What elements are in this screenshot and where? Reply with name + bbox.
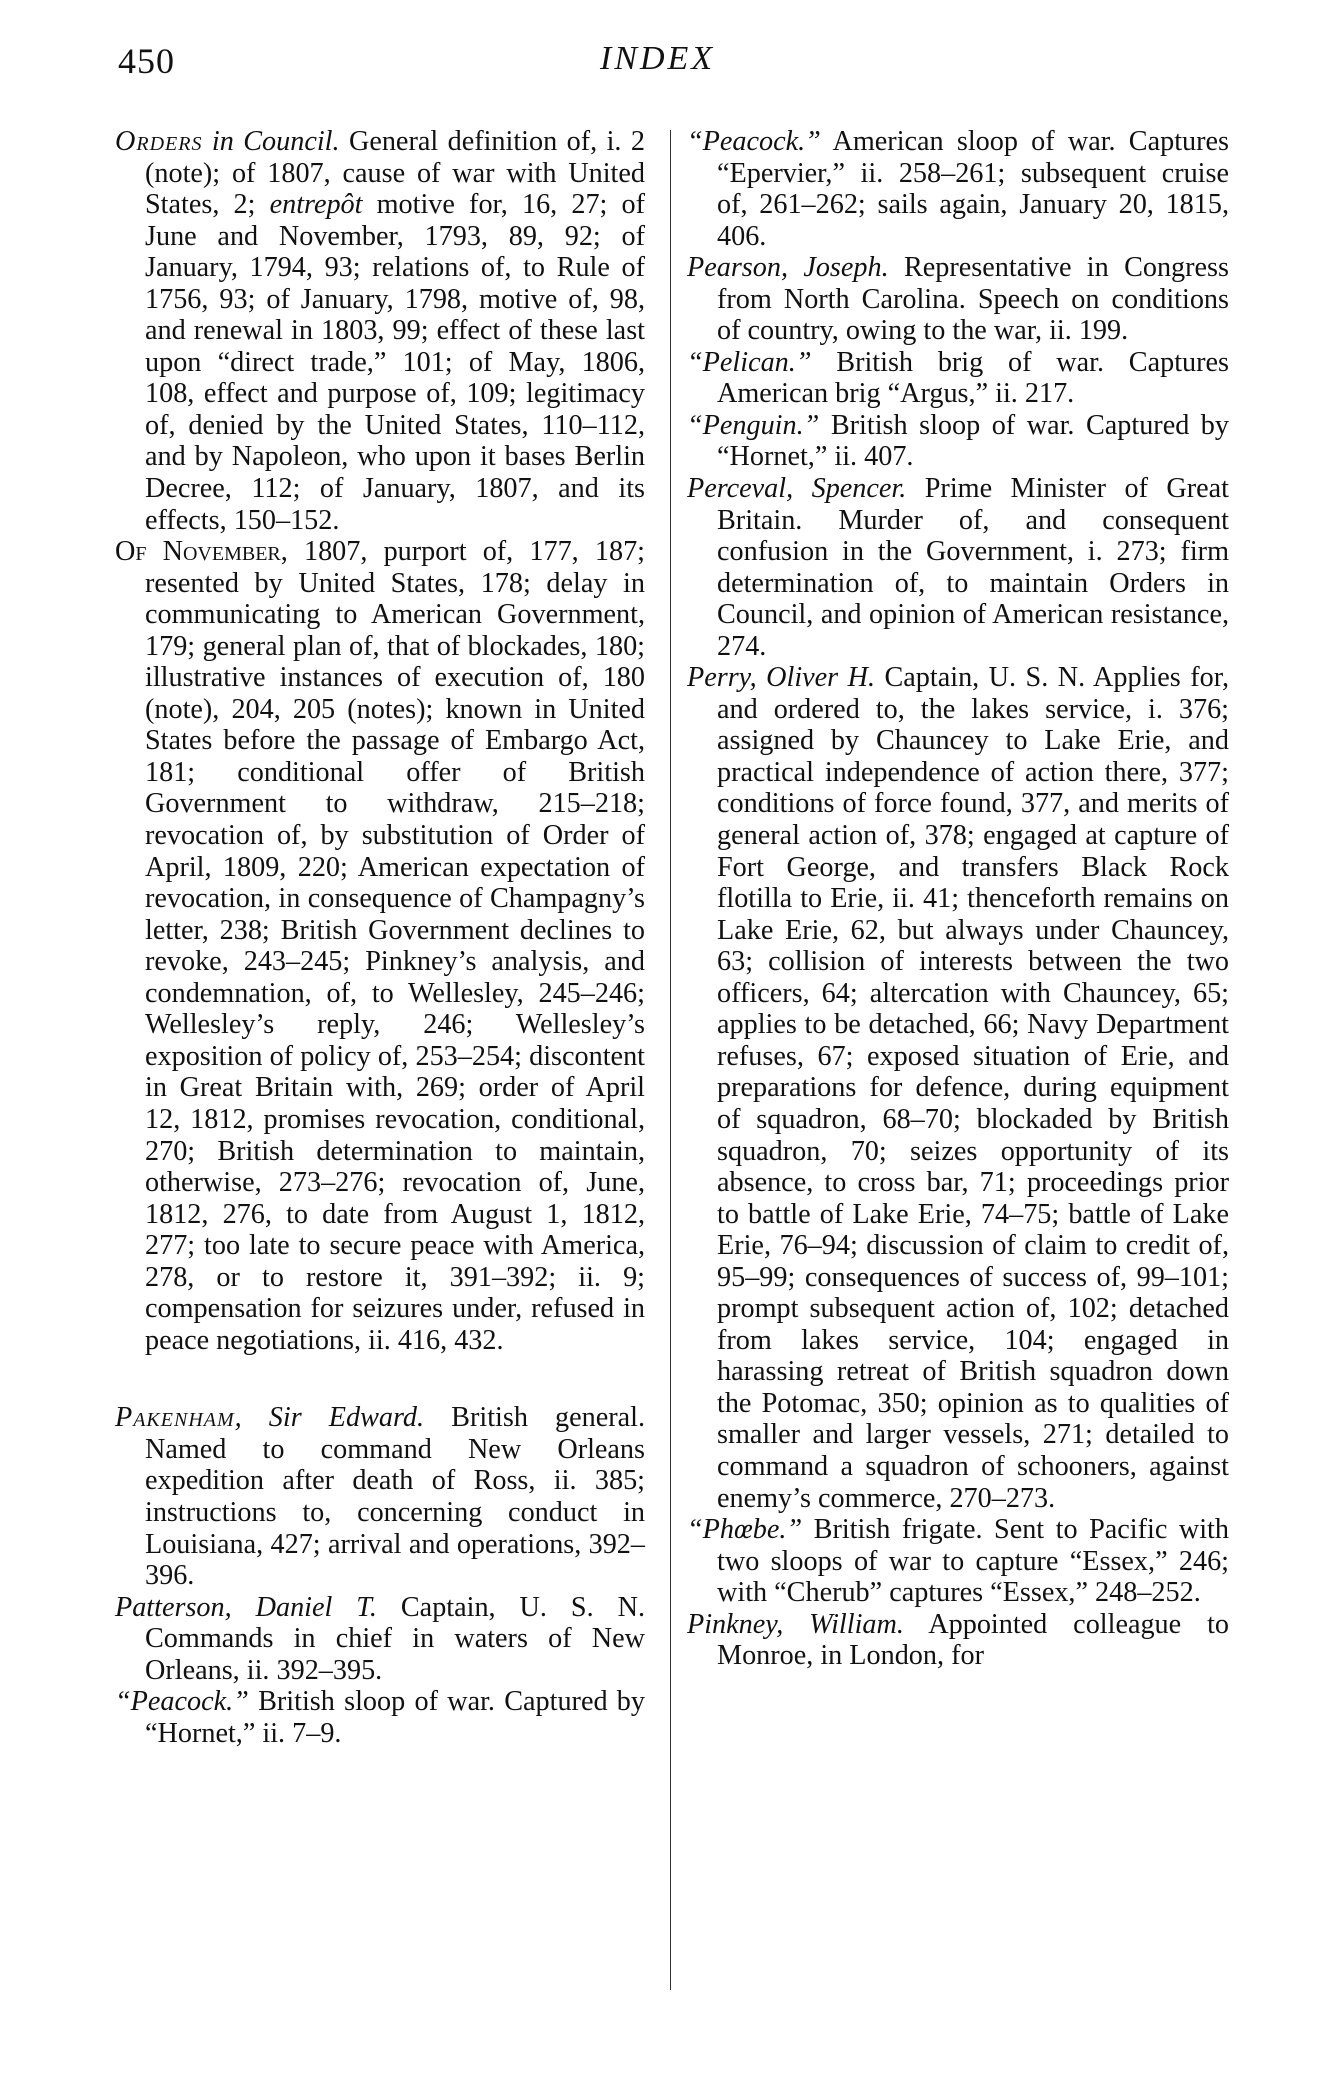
index-entry-peacock-british xyxy=(115,1686,645,1749)
index-entry-orders xyxy=(115,126,645,536)
entry-text: British general. Named to command New Orleans expedition after death of Ross, ii. 385; instructions to, concerning conduct in Louisiana, 427; arrival and operations, 392–396. xyxy=(145,1402,646,1592)
entry-text: British frigate. Sent to Pacific with two sloops of war to capture “Essex,” 246; with “Cherub” captures “Essex,” 248–252. xyxy=(717,1514,1229,1609)
entry-text: Prime Minister of Great Britain. Murder of, and consequent confusion in the Government, i. 273; firm determination of, to maintain Orders in Council, and opinion of American resistance, 274. xyxy=(717,473,1229,662)
headword-peacock: “Peacock.” xyxy=(115,1686,249,1718)
page-title: INDEX xyxy=(600,40,716,77)
entry-text: Captain, U. S. N. Applies for, and ordered to, the lakes service, i. 376; assigned by Chauncey to Lake Erie, and practical independence of action there, 377; conditions of force found, 377, and merits of general action of, 378; engaged at capture of Fort George, and transfers Black Rock flotilla to Erie, ii. 41; thenceforth remains on Lake Erie, 62, but always under Chauncey, 63; collision of interests between the two officers, 64; altercation with Chauncey, 65; applies to be detached, 66; Navy Department refuses, 67; exposed situation of Erie, and preparations for defence, during equipment of squadron, 68–70; blockaded by British squadron, 70; seizes opportunity of its absence, to cross bar, 71; proceedings prior to battle of Lake Erie, 74–75; battle of Lake Erie, 76–94; discussion of claim to credit of, 95–99; consequences of success of, 99–101; prompt subsequent action of, 102; detached from lakes service, 104; engaged in harassing retreat of British squadron down the Potomac, 350; opinion as to qualities of smaller and larger vessels, 271; detailed to command a squadron of schooners, against enemy’s commerce, 270–273. xyxy=(717,662,1229,1514)
entry-text: British sloop of war. Captured by “Hornet,” ii. 7–9. xyxy=(145,1686,645,1749)
entry-text: Appointed colleague to Monroe, in London, for xyxy=(717,1608,1229,1672)
entry-italic-term: entrepôt xyxy=(269,189,363,221)
index-entry-pelican xyxy=(687,347,1229,410)
headword-patterson: Patterson, Daniel T. xyxy=(115,1591,377,1623)
entry-text: Captain, U. S. N. Commands in chief in waters of New Orleans, ii. 392–395. xyxy=(145,1591,645,1686)
entry-text: American sloop of war. Captures “Epervier,” ii. 258–261; subsequent cruise of, 261–262; sails again, January 20, 1815, 406. xyxy=(717,126,1229,252)
index-entry-pearson xyxy=(687,252,1229,347)
headword-pakenham: Pakenham xyxy=(115,1402,235,1434)
index-entry-pinkney xyxy=(687,1609,1229,1672)
headword-penguin: “Penguin.” xyxy=(687,409,820,441)
headword-pelican: “Pelican.” xyxy=(687,346,812,378)
headword-phoebe: “Phœbe.” xyxy=(687,1514,803,1546)
index-subentry-of-november xyxy=(115,536,645,1356)
headword-pinkney: Pinkney, William. xyxy=(687,1608,904,1640)
headword-orders-tail: in Council. xyxy=(202,126,340,157)
headword-pakenham-name: , Sir Edward. xyxy=(234,1402,425,1434)
entry-text: British sloop of war. Captured by “Hornet,” ii. 407. xyxy=(717,409,1229,473)
index-entry-patterson xyxy=(115,1592,645,1687)
right-column xyxy=(687,126,1229,1672)
entry-text: British brig of war. Captures American brig “Argus,” ii. 217. xyxy=(717,346,1229,410)
entry-text: motive for, 16, 27; of June and November, 1793, 89, 92; of January, 1794, 93; relations of, to Rule of 1756, 93; of January, 1798, motive of, 98, and renewal in 1803, 99; effect of these last upon “direct trade,” 101; of May, 1806, 108, effect and purpose of, 109; legitimacy of, denied by the United States, 110–112, and by Napoleon, who upon it bases Berlin Decree, 112; of January, 1807, and its effects, 150–152. xyxy=(145,189,645,536)
index-entry-perry xyxy=(687,662,1229,1514)
column-divider xyxy=(670,130,671,1990)
headword-orders: Orders xyxy=(115,126,203,157)
index-entry-perceval xyxy=(687,473,1229,662)
section-gap xyxy=(115,1356,645,1402)
headword-perry: Perry, Oliver H. xyxy=(687,662,876,694)
index-entry-phoebe xyxy=(687,1514,1229,1609)
headword-perceval: Perceval, Spencer. xyxy=(687,473,907,505)
entry-text: , 1807, purport of, 177, 187; resented by United States, 178; delay in communicating to American Government, 179; general plan of, that of blockades, 180; illustrative instances of execution of, 180 (note), 204, 205 (notes); known in United States before the passage of Embargo Act, 181; conditional offer of British Government to withdraw, 215–218; revocation of, by substitution of Order of April, 1809, 220; American expectation of revocation, in consequence of Champagny’s letter, 238; British Government declines to revoke, 243–245; Pinkney’s analysis, and condemnation, of, to Wellesley, 245–246; Wellesley’s reply, 246; Wellesley’s exposition of policy of, 253–254; discontent in Great Britain with, 269; order of April 12, 1812, promises revocation, conditional, 270; British determination to maintain, otherwise, 273–276; revocation of, June, 1812, 276, to date from August 1, 1812, 277; too late to secure peace with America, 278, or to restore it, 391–392; ii. 9; compensation for seizures under, refused in peace negotiations, ii. 416, 432. xyxy=(145,536,645,1356)
headword-peacock: “Peacock.” xyxy=(687,126,821,157)
index-entry-pakenham xyxy=(115,1402,645,1591)
index-entry-penguin xyxy=(687,410,1229,473)
entry-text: Representative in Congress from North Carolina. Speech on conditions of country, owing to the war, ii. 199. xyxy=(717,252,1229,347)
index-entry-peacock-american xyxy=(687,126,1229,252)
headword-pearson: Pearson, Joseph. xyxy=(687,252,889,284)
subheadword-of-november: Of November xyxy=(115,536,281,568)
left-column xyxy=(115,126,645,1749)
entry-text: General definition of, i. 2 (note); of 1807, cause of war with United States, 2; xyxy=(145,126,645,221)
page-number: 450 xyxy=(118,41,175,81)
